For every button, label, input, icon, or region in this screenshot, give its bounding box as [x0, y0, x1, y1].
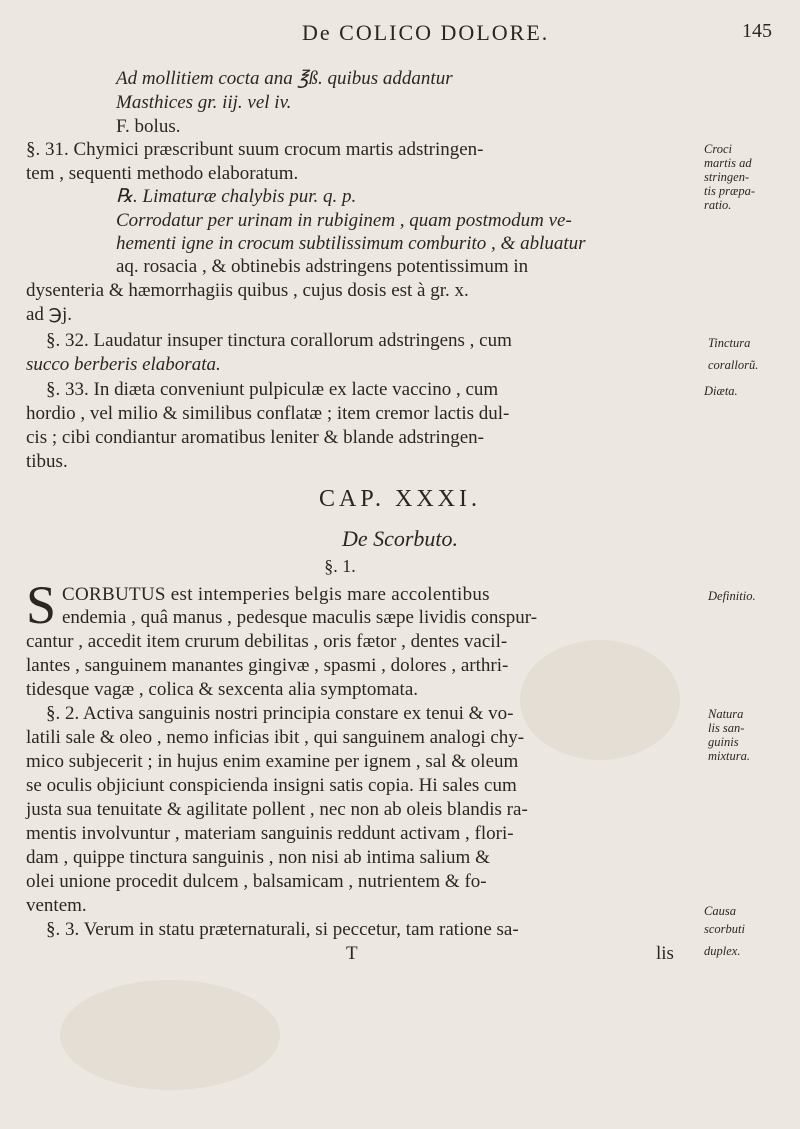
paragraph-line: §. 3. Verum in statu præternaturali, si peccetur, tam ratione sa-	[46, 919, 519, 940]
margin-note: stringen-	[704, 170, 750, 184]
drop-cap: S	[26, 575, 57, 635]
paragraph-line: §. 31. Chymici præscribunt suum crocum martis adstringen-	[26, 139, 484, 160]
paragraph-line: hordio , vel milio & similibus conflatæ ; item cremor lactis dul-	[26, 403, 510, 424]
paragraph-line: §. 32. Laudatur insuper tinctura corallorum adstringens , cum	[46, 330, 512, 351]
paragraph-line: CORBUTUS est intemperies belgis mare accolentibus	[62, 584, 490, 605]
margin-note: guinis	[708, 735, 739, 749]
margin-note: Tinctura	[708, 336, 751, 350]
prescription-line: F. bolus.	[116, 116, 181, 137]
paper-stain	[520, 640, 680, 760]
chapter-title: De Scorbuto.	[341, 526, 459, 551]
page-number: 145	[742, 20, 772, 42]
margin-note: lis san-	[708, 721, 745, 735]
margin-note: Natura	[708, 707, 744, 721]
paragraph-line: §. 33. In diæta conveniunt pulpiculæ ex lacte vaccino , cum	[46, 379, 499, 400]
margin-note: ratio.	[704, 198, 732, 212]
margin-note: Definitio.	[708, 589, 756, 603]
recipe-line: ℞. Limaturæ chalybis pur. q. p.	[116, 186, 357, 207]
margin-note: tis præpa-	[704, 184, 756, 198]
chapter-number: CAP. XXXI.	[318, 486, 481, 512]
margin-note: martis ad	[704, 156, 752, 170]
section-label: §. 1.	[324, 556, 356, 576]
paragraph-line: aq. rosacia , & obtinebis adstringens potentissimum in	[116, 256, 529, 277]
paragraph-line: dam , quippe tinctura sanguinis , non nisi ab intima salium &	[26, 847, 490, 868]
margin-note: Diæta.	[704, 384, 738, 398]
paragraph-line: lis	[656, 943, 674, 964]
paragraph-line: cantur , accedit item crurum debilitas , oris fætor , dentes vacil-	[26, 631, 508, 652]
margin-note: mixtura.	[708, 749, 751, 763]
paragraph-line: se oculis objiciunt conspicienda insigni satis copia. Hi sales cum	[26, 775, 517, 796]
paragraph-line: ventem.	[26, 895, 87, 916]
recipe-line: hementi igne in crocum subtilissimum comburito , & abluatur	[116, 233, 586, 254]
paragraph-line: tidesque vagæ , colica & sexcenta alia symptomata.	[26, 679, 419, 700]
paragraph-line: dysenteria & hæmorrhagiis quibus , cujus dosis est à gr. x.	[26, 280, 469, 301]
paragraph-line: latili sale & oleo , nemo inficias ibit , qui sanguinem analogi chy-	[26, 727, 525, 748]
prescription-line: Masthices gr. iij. vel iv.	[116, 92, 292, 113]
paragraph-line: tem , sequenti methodo elaboratum.	[26, 163, 299, 184]
paragraph-line: §. 2. Activa sanguinis nostri principia constare ex tenui & vo-	[46, 703, 514, 724]
paragraph-line: olei unione procedit dulcem , balsamicam , nutrientem & fo-	[26, 871, 487, 892]
paragraph-line: cis ; cibi condiantur aromatibus leniter & blande adstringen-	[26, 427, 484, 448]
paragraph-line: mentis involvuntur , materiam sanguinis reddunt activam , flori-	[26, 823, 514, 844]
margin-note: Causa	[704, 904, 736, 918]
prescription-line: Ad mollitiem cocta ana ℥ß. quibus addantur	[116, 68, 453, 89]
paragraph-line: tibus.	[26, 451, 68, 472]
paragraph-line: endemia , quâ manus , pedesque maculis sæpe lividis conspur-	[62, 607, 538, 628]
paragraph-line: succo berberis elaborata.	[26, 354, 221, 375]
margin-note: scorbuti	[704, 922, 745, 936]
paper-stain	[60, 980, 280, 1090]
paragraph-line: justa sua tenuitate & agilitate pollent , nec non ab oleis blandis ra-	[26, 799, 528, 820]
margin-note: corallorũ.	[708, 358, 759, 372]
catchword-signature: T	[346, 943, 358, 964]
paragraph-line: lantes , sanguinem manantes gingivæ , spasmi , dolores , arthri-	[26, 655, 509, 676]
margin-note: duplex.	[704, 944, 741, 958]
running-title: De COLICO DOLORE.	[302, 20, 550, 45]
margin-note: Croci	[704, 142, 733, 156]
paragraph-line: ad ℈j.	[26, 304, 72, 325]
paragraph-line: mico subjecerit ; in hujus enim examine per ignem , sal & oleum	[26, 751, 519, 772]
recipe-line: Corrodatur per urinam in rubiginem , quam postmodum ve-	[116, 210, 572, 231]
